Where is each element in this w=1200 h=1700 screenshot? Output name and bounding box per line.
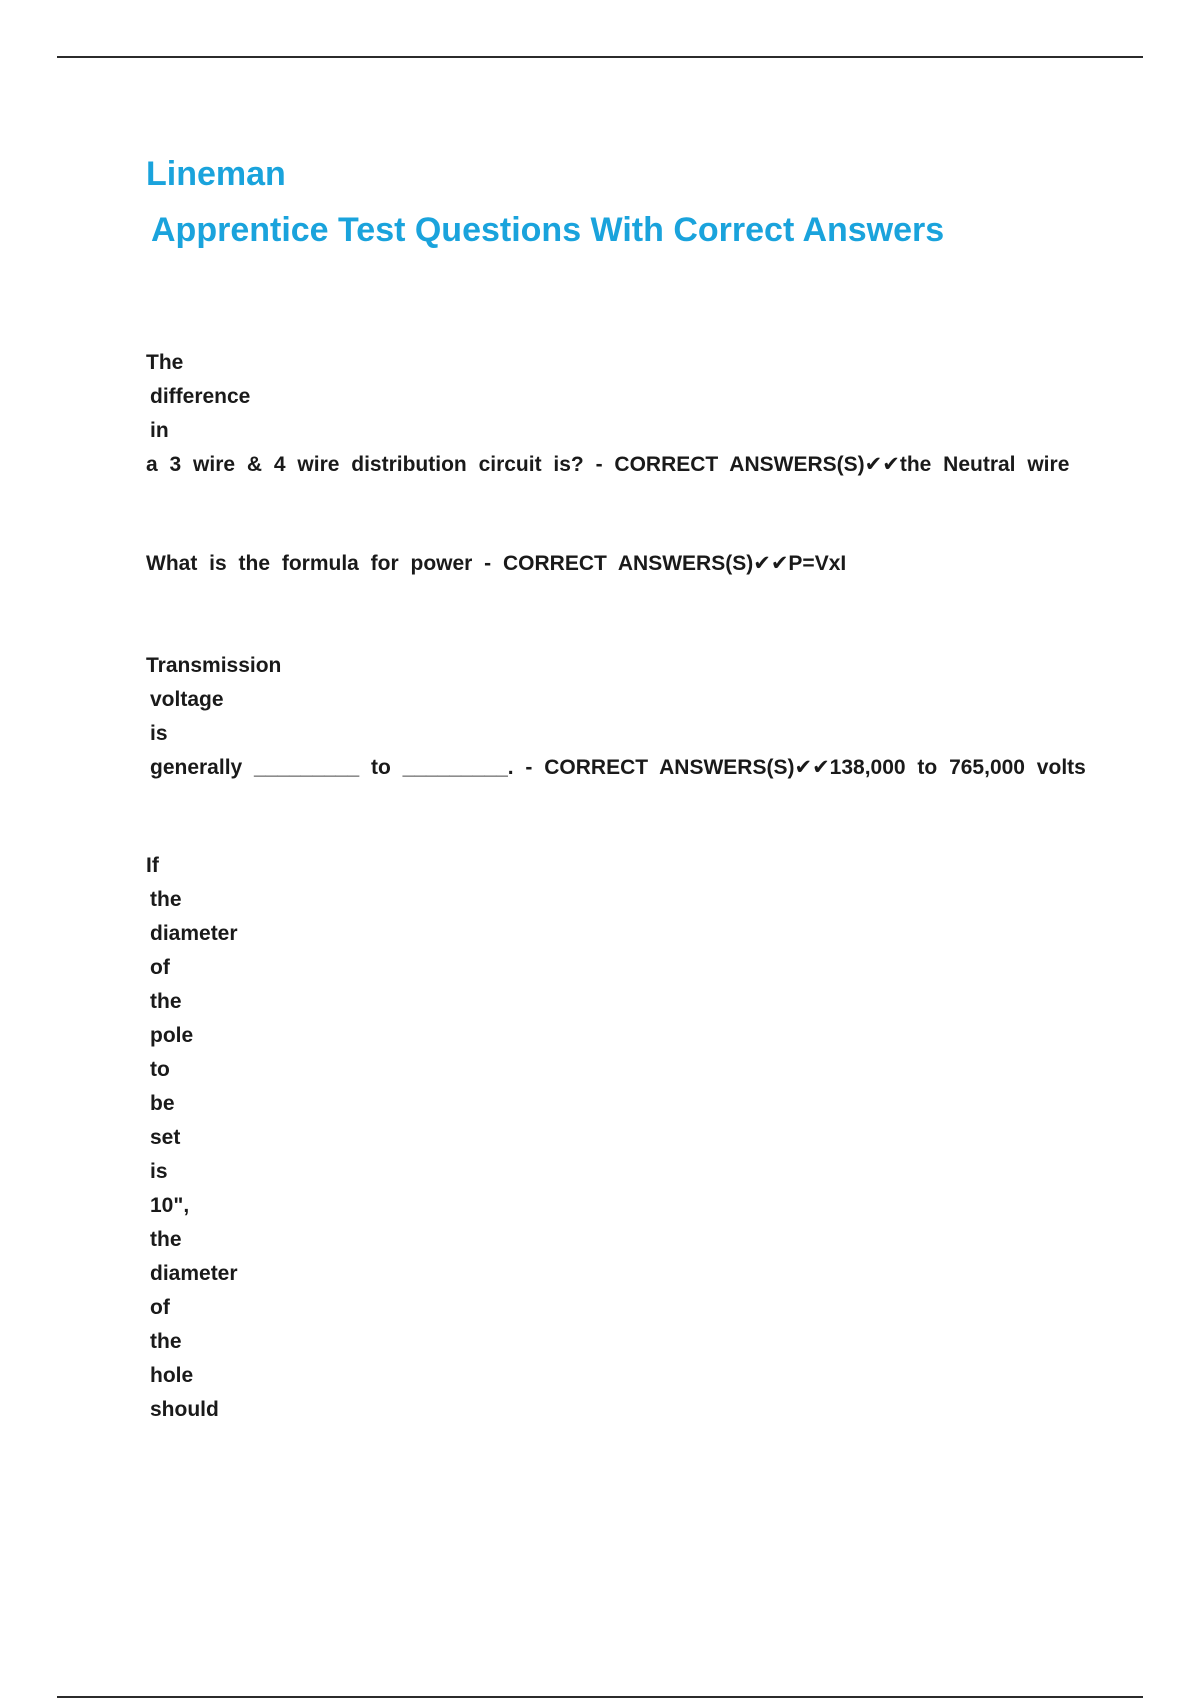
- question-word: the: [150, 1330, 182, 1353]
- question-word: 10",: [150, 1194, 190, 1217]
- question-word: is: [150, 1160, 168, 1183]
- question-word: voltage: [150, 688, 224, 711]
- title-line-1: Lineman: [146, 155, 286, 193]
- footer-rule: [57, 1696, 1143, 1698]
- question-word: If: [146, 854, 159, 877]
- question-answer-line: What is the formula for power - CORRECT ANSWERS(S)✔✔P=VxI: [146, 552, 847, 575]
- question-answer-line: a 3 wire & 4 wire distribution circuit is? - CORRECT ANSWERS(S)✔✔the Neutral wire: [146, 453, 1070, 476]
- question-word: the: [150, 888, 182, 911]
- question-word: difference: [150, 385, 251, 408]
- question-word: is: [150, 722, 168, 745]
- question-word: pole: [150, 1024, 194, 1047]
- question-word: the: [150, 990, 182, 1013]
- question-word: The: [146, 351, 184, 374]
- question-answer-4: [146, 849, 238, 1427]
- question-answer-2: [146, 547, 846, 581]
- question-word: be: [150, 1092, 175, 1115]
- question-word: in: [150, 419, 169, 442]
- question-word: diameter: [150, 922, 238, 945]
- question-word: to: [150, 1058, 170, 1081]
- question-word: of: [150, 956, 170, 979]
- question-word: Transmission: [146, 654, 282, 677]
- header-rule: [57, 56, 1143, 58]
- question-answer-1: [146, 346, 1069, 482]
- question-word: of: [150, 1296, 170, 1319]
- question-word: diameter: [150, 1262, 238, 1285]
- question-word: set: [150, 1126, 181, 1149]
- question-word: the: [150, 1228, 182, 1251]
- question-word: should: [150, 1398, 219, 1421]
- title-line-2: Apprentice Test Questions With Correct Answers: [151, 211, 945, 249]
- question-answer-line: generally _________ to _________. - CORRECT ANSWERS(S)✔✔138,000 to 765,000 volts: [150, 756, 1086, 779]
- question-answer-3: [146, 649, 1086, 785]
- question-word: hole: [150, 1364, 194, 1387]
- document-title: [146, 146, 944, 258]
